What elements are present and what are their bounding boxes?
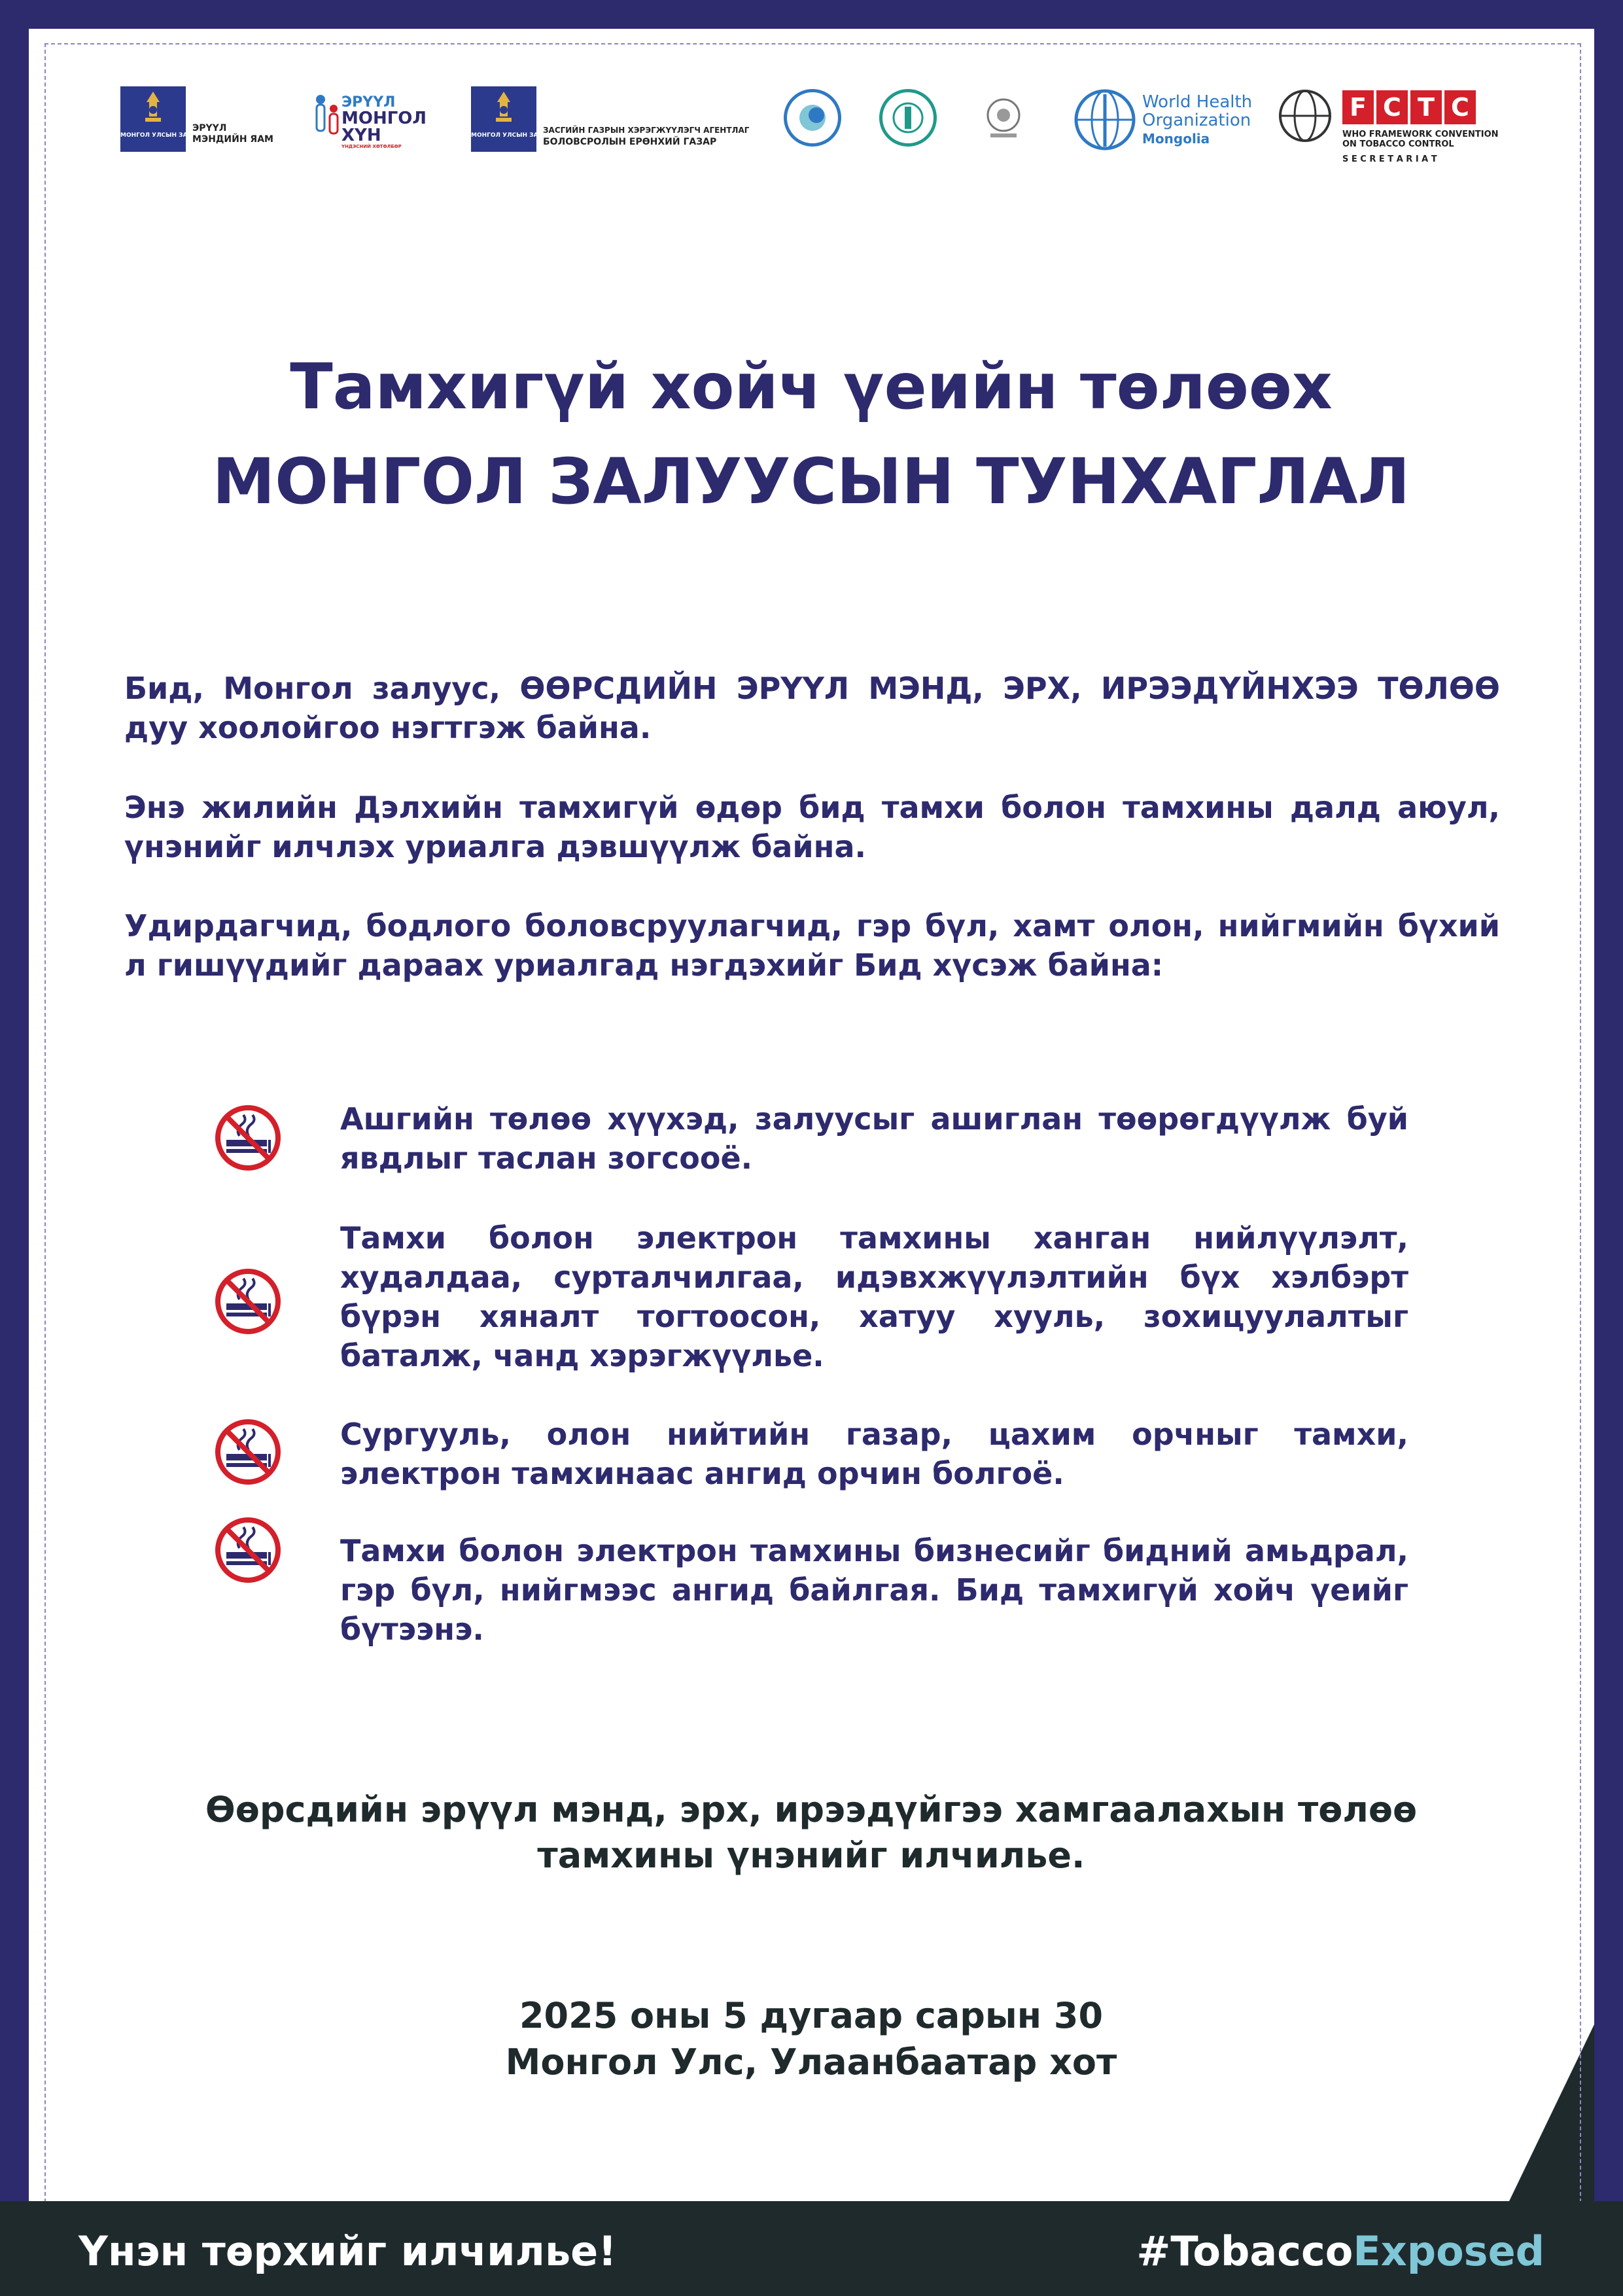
healthy-mongolian-tag: ҮНДЭСНИЙ ХӨТӨЛБӨР	[341, 144, 402, 149]
fctc-sub3: S E C R E T A R I A T	[1342, 154, 1437, 164]
healthy-mongolian-line1: ЭРҮҮЛ	[341, 94, 396, 111]
fctc-sub2: ON TOBACCO CONTROL	[1342, 139, 1454, 149]
who-wordmark	[1142, 93, 1252, 148]
partner-circle-logo-icon	[784, 89, 841, 147]
page-title-line1: Тамхигүй хойч үеийн төлөөх	[290, 350, 1333, 423]
partner-logos	[118, 84, 1505, 188]
call-item: Ашгийн төлөө хүүхэд, залуусыг ашиглан төөрөгдүүлж буй явдлыг таслан зогсооё.	[340, 1101, 1408, 1176]
who-line2: Organization	[1142, 111, 1251, 130]
closing-line2: тамхины үнэнийг илчилье.	[537, 1835, 1085, 1876]
call-item: Тамхи болон электрон тамхины ханган нийлүүлэлт, худалдаа, сурталчилгаа, идэвхжүүлэлтийн бүх хэлбэрт бүрэн хяналт тогтоосон, хатуу хууль, зохицуулалтыг баталж, чанд хэрэгжүүлье.	[340, 1220, 1408, 1373]
hashtag-part2: Exposed	[1353, 2227, 1544, 2275]
date-text: 2025 оны 5 дугаар сарын 30	[519, 1995, 1104, 2036]
page-title-line2: МОНГОЛ ЗАЛУУСЫН ТУНХАГЛАЛ	[212, 445, 1410, 518]
ministry-health-caption	[192, 123, 273, 145]
healthy-mongolian-line3: ХҮН	[341, 126, 381, 145]
footer-hashtag	[1136, 2227, 1544, 2275]
call-item: Сургууль, олон нийтийн газар, цахим орчныг тамхи, электрон тамхинаас ангид орчин болгоё.	[340, 1417, 1408, 1491]
fctc-letter: T	[1410, 90, 1442, 124]
no-smoking-icon	[213, 1417, 283, 1487]
no-smoking-icon	[213, 1515, 283, 1585]
education-agency-line1: ЗАСГИЙН ГАЗРЫН ХЭРЭГЖҮҮЛЭГЧ АГЕНТЛАГ	[543, 126, 750, 135]
emblem-gray-icon	[976, 90, 1031, 145]
who-line1: World Health	[1142, 92, 1253, 112]
no-smoking-icon	[213, 1103, 283, 1173]
education-agency-caption	[543, 124, 749, 148]
fctc-caption	[1342, 130, 1499, 164]
partner-circle-logo-icon	[879, 89, 937, 147]
intro-paragraph: Удирдагчид, бодлого боловсруулагчид, гэр бүл, хамт олон, нийгмийн бүхий л гишүүдийг дараах уриалгад нэгдэхийг Бид хүсэж байна:	[124, 908, 1500, 983]
who-line3: Mongolia	[1142, 131, 1210, 147]
fctc-sub1: WHO FRAMEWORK CONVENTION	[1342, 130, 1499, 139]
who-emblem-icon	[1277, 88, 1333, 144]
emblem-caption: МОНГОЛ УЛСЫН ЗАСГИЙН ГАЗАР	[120, 132, 234, 139]
fctc-letter: F	[1342, 90, 1374, 124]
footer-slogan: Үнэн төрхийг илчилье!	[79, 2227, 617, 2275]
no-smoking-icon	[213, 1267, 283, 1336]
ministry-health-line1: ЭРҮҮЛ	[192, 123, 227, 133]
place-text: Монгол Улс, Улаанбаатар хот	[505, 2041, 1117, 2083]
mongolia-emblem-icon	[471, 86, 585, 152]
education-agency-line2: БОЛОВСРОЛЫН ЕРӨНХИЙ ГАЗАР	[543, 137, 717, 147]
hashtag-part1: #Tobacco	[1136, 2227, 1353, 2275]
who-globe-icon	[1073, 88, 1137, 152]
figures-icon	[314, 93, 334, 145]
healthy-mongolian-line2: МОНГОЛ	[341, 109, 427, 128]
intro-paragraph: Энэ жилийн Дэлхийн тамхигүй өдөр бид тамхи болон тамхины далд аюул, үнэнийг илчлэх уриалга дэвшүүлж байна.	[124, 790, 1500, 864]
fctc-letter: C	[1376, 90, 1408, 124]
emblem-caption: МОНГОЛ УЛСЫН ЗАСГИЙН ГАЗАР	[471, 132, 585, 139]
ministry-health-line2: МЭНДИЙН ЯАМ	[192, 134, 273, 145]
healthy-mongolian-logo	[341, 96, 427, 150]
closing-line1: Өөрсдийн эрүүл мэнд, эрх, ирээдүйгээ хамгаалахын төлөө	[205, 1789, 1418, 1830]
footer-bar	[0, 2201, 1623, 2296]
call-item: Тамхи болон электрон тамхины бизнесийг бидний амьдрал, гэр бүл, нийгмээс ангид байлгая. Бид тамхигүй хойч үеийг бүтээнэ.	[340, 1533, 1408, 1647]
intro-paragraph: Бид, Монгол залуус, ӨӨРСДИЙН ЭРҮҮЛ МЭНД, ЭРХ, ИРЭЭДҮЙНХЭЭ ТӨЛӨӨ дуу хоолойгоо нэгтгэж байна.	[124, 671, 1500, 745]
fctc-letter: C	[1444, 90, 1476, 124]
